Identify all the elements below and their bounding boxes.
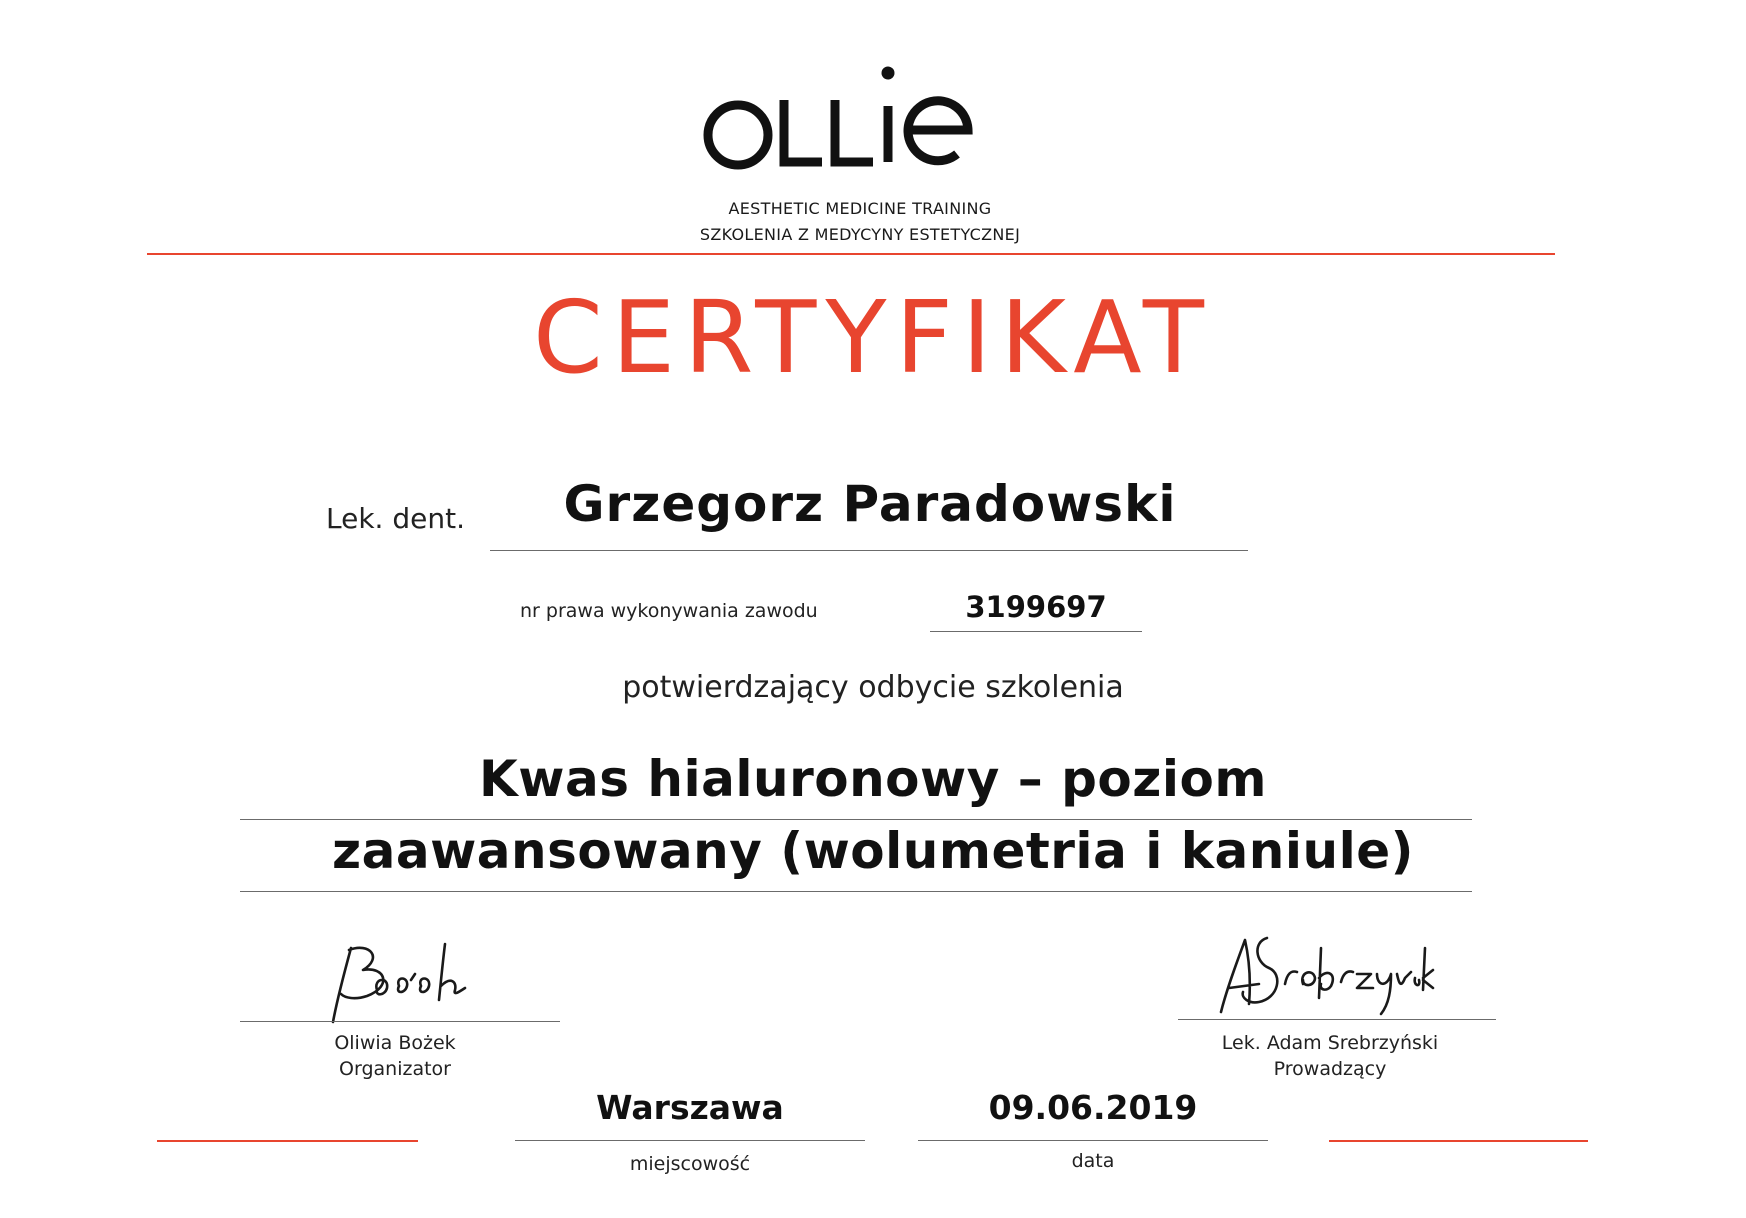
organizer-signature-line — [240, 1021, 560, 1022]
footer-accent-right — [1329, 1140, 1588, 1142]
place-underline — [515, 1140, 865, 1141]
course-title-line-2: zaawansowany (wolumetria i kaniule) — [331, 822, 1414, 880]
instructor-role: Prowadzący — [1273, 1058, 1387, 1080]
course-underline-2 — [240, 891, 1472, 892]
instructor-signature-line — [1178, 1019, 1496, 1020]
footer-accent-left — [157, 1140, 418, 1142]
license-label: nr prawa wykonywania zawodu — [520, 600, 818, 622]
date-value: 09.06.2019 — [988, 1088, 1198, 1127]
confirmation-text: potwierdzający odbycie szkolenia — [622, 670, 1124, 705]
organizer-name: Oliwia Bożek — [334, 1032, 456, 1054]
instructor-name: Lek. Adam Srebrzyński — [1221, 1032, 1439, 1054]
course-underline-1 — [240, 819, 1472, 820]
organizer-signature — [315, 940, 475, 1030]
brand-logo — [700, 64, 1020, 189]
header-divider — [147, 253, 1555, 255]
brand-tagline-en: AESTHETIC MEDICINE TRAINING — [728, 199, 992, 218]
recipient-underline — [490, 550, 1248, 551]
instructor-signature — [1215, 928, 1435, 1023]
license-number: 3199697 — [965, 590, 1107, 624]
handwritten-signature-icon — [1215, 928, 1435, 1023]
course-title-line-1: Kwas hialuronowy – poziom — [479, 750, 1267, 808]
recipient-name: Grzegorz Paradowski — [563, 475, 1177, 533]
license-underline — [930, 631, 1142, 632]
handwritten-signature-icon — [315, 940, 475, 1030]
place-label: miejscowość — [629, 1153, 751, 1175]
recipient-prefix: Lek. dent. — [326, 502, 465, 535]
brand-tagline-pl: SZKOLENIA Z MEDYCYNY ESTETYCZNEJ — [699, 225, 1021, 244]
ollie-logo-icon — [700, 64, 1020, 189]
date-label: data — [1071, 1150, 1115, 1172]
date-underline — [918, 1140, 1268, 1141]
certificate-title: CERTYFIKAT — [533, 279, 1213, 396]
place-value: Warszawa — [596, 1088, 784, 1127]
organizer-role: Organizator — [339, 1058, 451, 1080]
